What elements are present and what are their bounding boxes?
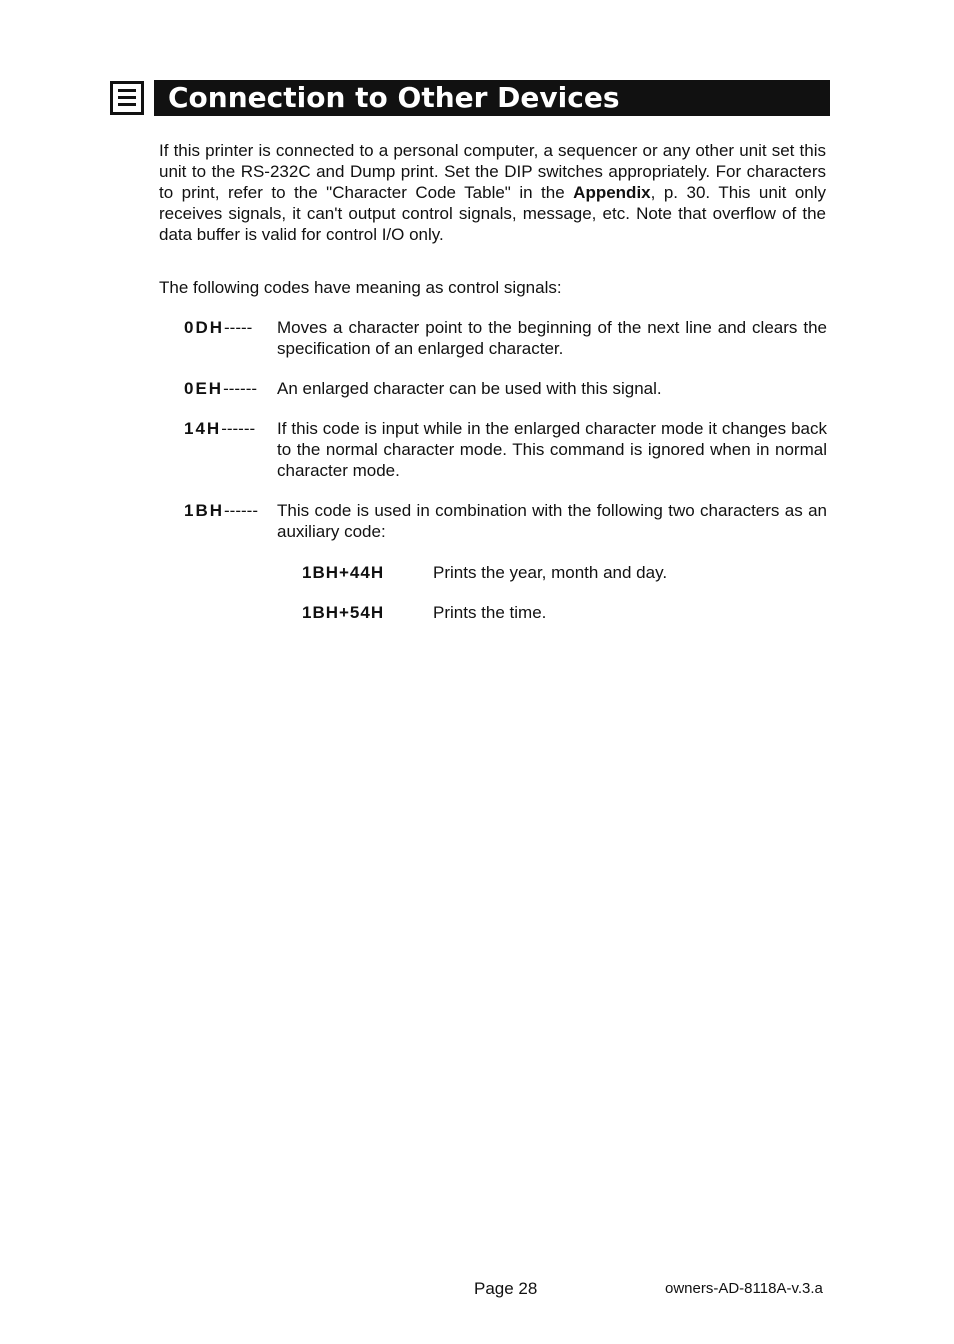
code-description: If this code is input while in the enlarged character mode it changes back to the normal character mode. This command is ignored when in normal character mode.: [277, 419, 827, 480]
code-description: This code is used in combination with the following two characters as an auxiliary code:: [277, 501, 827, 541]
code-dashes: ------: [221, 419, 256, 438]
code-name: 1BH: [184, 501, 225, 520]
code-dashes: ------: [224, 501, 258, 520]
intro-text-1: If this printer is connected to a personal computer, a sequencer or any other unit set this unit to the RS-232C and Dump print. Set the DIP switches appropriately. For characters to print, refer to the "Character Code Table" in the: [159, 141, 826, 202]
code-description: An enlarged character can be used with this signal.: [277, 379, 662, 398]
code-label: [184, 317, 252, 338]
code-dashes: ------: [223, 379, 258, 398]
code-item-1bh: [184, 500, 827, 542]
page-number: Page 28: [474, 1279, 538, 1298]
code-label: [184, 500, 258, 521]
code-item-0eh: [184, 378, 827, 399]
section-title: Connection to Other Devices: [154, 80, 830, 116]
code-name: 0DH: [184, 318, 225, 337]
aux-code-name: 1BH+54H: [302, 603, 385, 622]
intro-paragraph: [159, 140, 826, 245]
aux-code-description: Prints the time.: [433, 603, 547, 622]
code-name: 0EH: [184, 379, 224, 398]
document-icon: [110, 81, 144, 115]
aux-code-description: Prints the year, month and day.: [433, 563, 668, 582]
code-label: [184, 418, 255, 439]
appendix-reference: Appendix: [573, 183, 651, 202]
code-dashes: -----: [224, 318, 253, 337]
intro-text-2: , p. 30. This unit only receives signals, it can't output control signals, message, etc. Note that overflow of the data buffer is valid for control I/O only.: [159, 183, 827, 244]
codes-intro: The following codes have meaning as control signals:: [159, 278, 562, 297]
section-header: [110, 78, 830, 118]
code-description: Moves a character point to the beginning of the next line and clears the specification of an enlarged character.: [277, 318, 827, 358]
code-item-14h: [184, 418, 827, 481]
document-id: owners-AD-8118A-v.3.a: [665, 1280, 823, 1297]
aux-code-name: 1BH+44H: [302, 563, 385, 582]
code-label: [184, 378, 257, 399]
code-name: 14H: [184, 419, 222, 438]
code-item-0dh: [184, 317, 827, 359]
